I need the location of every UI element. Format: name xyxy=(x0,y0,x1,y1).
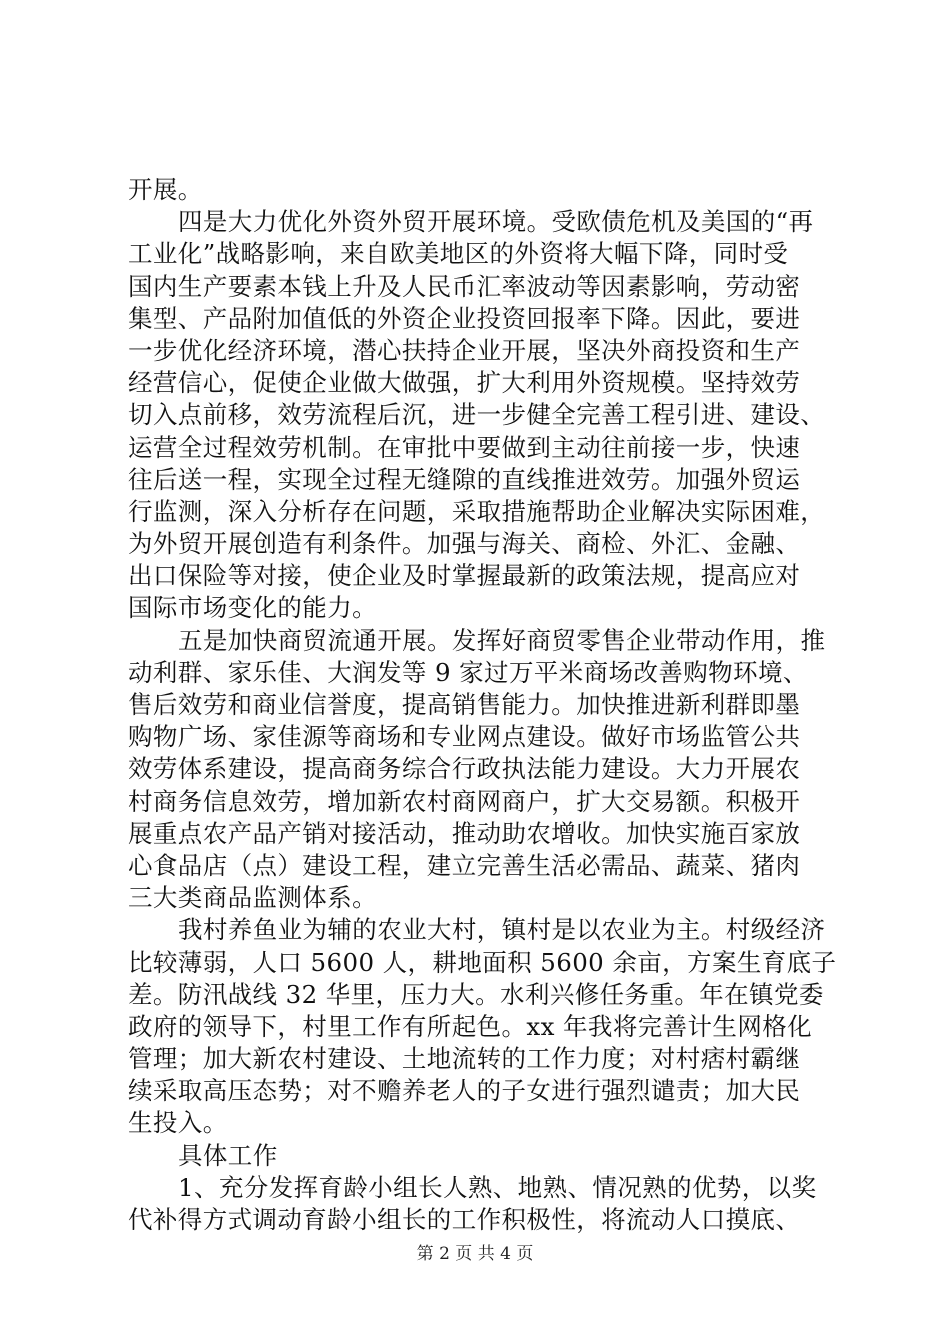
paragraph-start-line: 1、充分发挥育龄小组长人熟、地熟、情况熟的优势，以奖 xyxy=(178,1172,817,1202)
text-line: 国内生产要素本钱上升及人民币汇率波动等因素影响，劳动密 xyxy=(128,271,801,301)
paragraph-start-line: 我村养鱼业为辅的农业大村，镇村是以农业为主。村级经济 xyxy=(178,915,826,945)
text-line: 运营全过程效劳机制。在审批中要做到主动往前接一步，快速 xyxy=(128,432,801,462)
page-number-footer: 第 2 页 共 4 页 xyxy=(416,1244,534,1264)
body-text xyxy=(128,174,837,1236)
text-line: 购物广场、家佳源等商场和专业网点建设。做好市场监管公共 xyxy=(128,722,801,752)
text-line: 心食品店（点）建设工程，建立完善生活必需品、蔬菜、猪肉 xyxy=(128,850,801,880)
text-line: 三大类商品监测体系。 xyxy=(128,883,377,913)
text-line: 续采取高压态势；对不赡养老人的子女进行强烈谴责；加大民 xyxy=(128,1076,801,1106)
text-line: 切入点前移，效劳流程后沉，进一步健全完善工程引进、建设、 xyxy=(128,400,826,430)
text-line: 效劳体系建设，提高商务综合行政执法能力建设。大力开展农 xyxy=(128,754,801,784)
text-line: 差。防汛战线 32 华里，压力大。水利兴修任务重。年在镇党委 xyxy=(128,979,824,1009)
text-line: 为外贸开展创造有利条件。加强与海关、商检、外汇、金融、 xyxy=(128,529,801,559)
text-line: 往后送一程，实现全过程无缝隙的直线推进效劳。加强外贸运 xyxy=(128,464,801,494)
text-line: 售后效劳和商业信誉度，提高销售能力。加快推进新利群即墨 xyxy=(128,690,801,719)
text-line: 行监测，深入分析存在问题，采取措施帮助企业解决实际困难， xyxy=(128,496,826,526)
text-line: 工业化”战略影响，来自欧美地区的外资将大幅下降，同时受 xyxy=(128,239,789,269)
text-line: 一步优化经济环境，潜心扶持企业开展，坚决外商投资和生产 xyxy=(128,335,801,365)
text-line: 开展。 xyxy=(128,175,203,204)
text-line: 比较薄弱，人口 5600 人，耕地面积 5600 余亩，方案生育底子 xyxy=(128,947,837,977)
text-line: 集型、产品附加值低的外资企业投资回报率下降。因此，要进 xyxy=(128,303,801,333)
text-line: 管理；加大新农村建设、土地流转的工作力度；对村痞村霸继 xyxy=(128,1044,801,1074)
section-heading: 具体工作 xyxy=(178,1140,278,1170)
text-line: 村商务信息效劳，增加新农村商网商户，扩大交易额。积极开 xyxy=(128,786,801,816)
text-line: 代补得方式调动育龄小组长的工作积极性，将流动人口摸底、 xyxy=(128,1205,801,1234)
text-line: 国际市场变化的能力。 xyxy=(128,593,377,623)
text-line: 动利群、家乐佳、大润发等 9 家过万平米商场改善购物环境、 xyxy=(128,657,808,687)
paragraph-start-line: 四是大力优化外资外贸开展环境。受欧债危机及美国的“再 xyxy=(178,207,814,237)
text-line: 政府的领导下，村里工作有所起色。xx 年我将完善计生网格化 xyxy=(128,1011,813,1041)
text-line: 经营信心，促使企业做大做强，扩大利用外资规模。坚持效劳 xyxy=(128,368,801,398)
text-line: 生投入。 xyxy=(128,1108,228,1138)
text-line: 展重点农产品产销对接活动，推动助农增收。加快实施百家放 xyxy=(128,818,801,848)
text-line: 出口保险等对接，使企业及时掌握最新的政策法规，提高应对 xyxy=(128,561,801,591)
paragraph-start-line: 五是加快商贸流通开展。发挥好商贸零售企业带动作用，推 xyxy=(178,625,826,655)
